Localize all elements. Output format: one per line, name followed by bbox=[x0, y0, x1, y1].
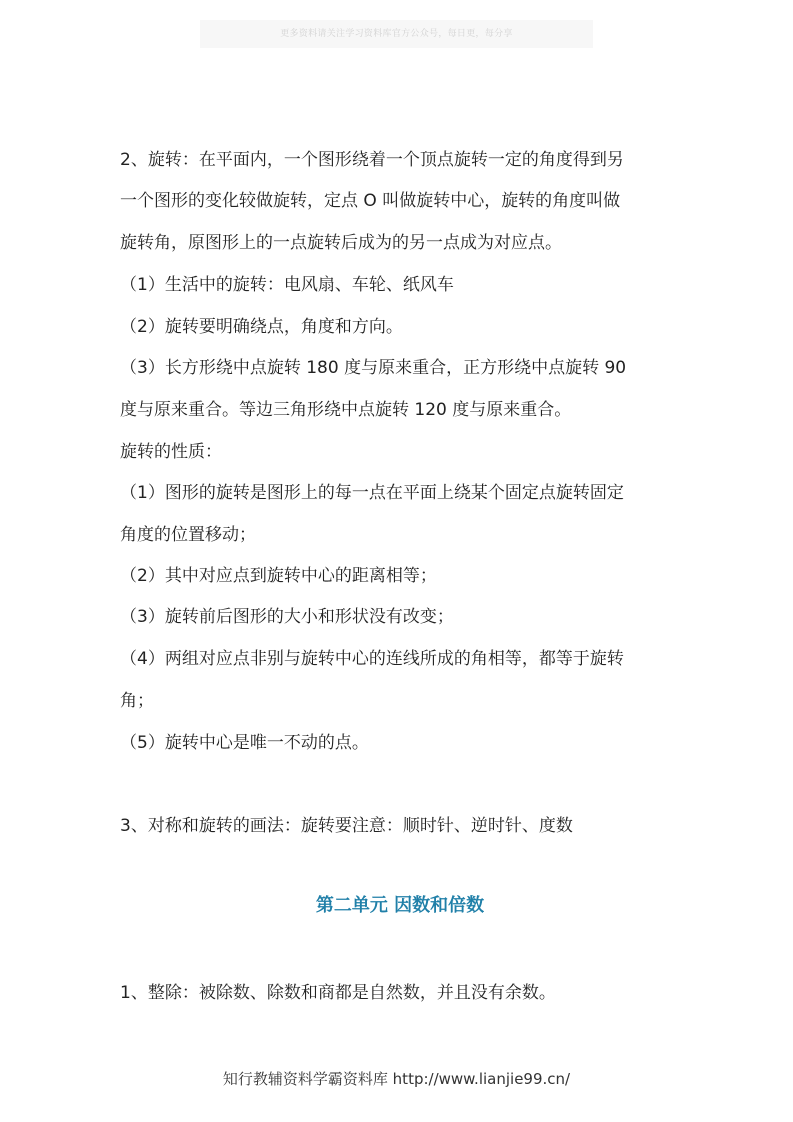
rotation-property-5: （5）旋转中心是唯一不动的点。 bbox=[120, 733, 369, 753]
rotation-example-item-1: （1）生活中的旋转：电风扇、车轮、纸风车 bbox=[120, 275, 454, 295]
rotation-property-1-line-1: （1）图形的旋转是图形上的每一点在平面上绕某个固定点旋转固定 bbox=[120, 483, 624, 503]
rotation-example-item-3-line-2: 度与原来重合。等边三角形绕中点旋转 120 度与原来重合。 bbox=[120, 400, 572, 420]
rotation-example-item-2: （2）旋转要明确绕点，角度和方向。 bbox=[120, 317, 403, 337]
rotation-property-4-line-2: 角； bbox=[120, 691, 154, 711]
rotation-property-3: （3）旋转前后图形的大小和形状没有改变； bbox=[120, 607, 454, 627]
header-watermark: 更多资料请关注学习资料库官方公众号，每日更，每分享 bbox=[200, 20, 593, 48]
rotation-example-item-3-line-1: （3）长方形绕中点旋转 180 度与原来重合，正方形绕中点旋转 90 bbox=[120, 358, 627, 378]
footer-source-text: 知行教辅资料学霸资料库 http://www.lianjie99.cn/ bbox=[222, 1070, 571, 1088]
rotation-property-4-line-1: （4）两组对应点非别与旋转中心的连线所成的角相等，都等于旋转 bbox=[120, 649, 624, 669]
divisibility-definition: 1、整除：被除数、除数和商都是自然数，并且没有余数。 bbox=[120, 983, 556, 1003]
rotation-property-2: （2）其中对应点到旋转中心的距离相等； bbox=[120, 566, 437, 586]
rotation-definition-line-1: 2、旋转：在平面内，一个图形绕着一个顶点旋转一定的角度得到另 bbox=[120, 150, 624, 170]
rotation-properties-title: 旋转的性质： bbox=[120, 442, 222, 462]
rotation-definition-line-2: 一个图形的变化较做旋转，定点 O 叫做旋转中心，旋转的角度叫做 bbox=[120, 191, 621, 211]
symmetry-rotation-drawing-line: 3、对称和旋转的画法：旋转要注意：顺时针、逆时针、度数 bbox=[120, 816, 573, 836]
rotation-definition-line-3: 旋转角，原图形上的一点旋转后成为的另一点成为对应点。 bbox=[120, 233, 562, 253]
rotation-property-1-line-2: 角度的位置移动； bbox=[120, 525, 256, 545]
unit-2-heading: 第二单元 因数和倍数 bbox=[315, 895, 485, 916]
